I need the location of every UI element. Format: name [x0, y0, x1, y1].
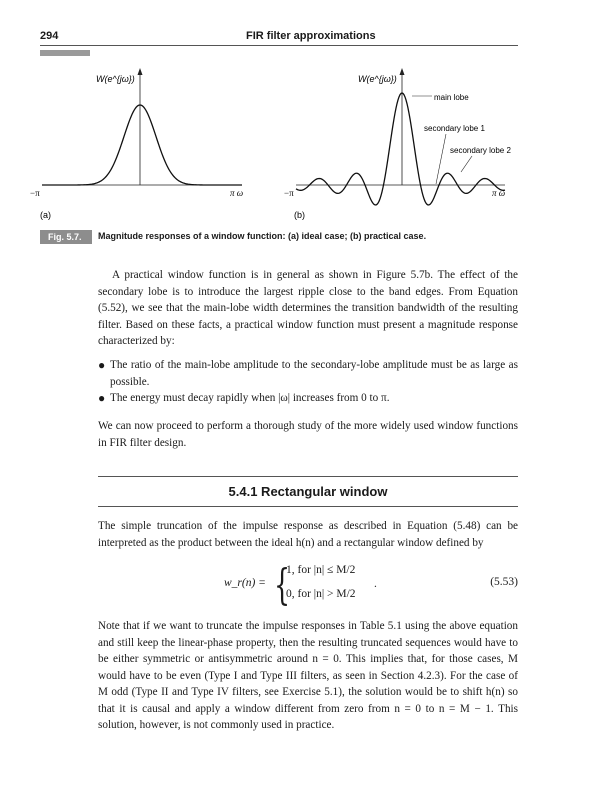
- panel-a-label: (a): [40, 210, 51, 220]
- panel-a-ylabel: W(e^{jω}): [96, 74, 135, 84]
- annotation-secondary-lobe-1: secondary lobe 1: [424, 124, 485, 133]
- bullet-text: The ratio of the main-lobe amplitude to the secondary-lobe amplitude must be as large as possible.: [110, 359, 518, 388]
- annotation-secondary-lobe-2: secondary lobe 2: [450, 146, 511, 155]
- panel-a-curve: [42, 105, 242, 185]
- bullet-list: [98, 357, 518, 407]
- panel-b-y-arrow: [400, 68, 405, 75]
- panel-b-ylabel: W(e^{jω}): [358, 74, 397, 84]
- paragraph-5: Note that if we want to truncate the impulse responses in Table 5.1 using the above equation and still keep the linear-phase property, then the resulting truncated sequences would have to be either symmetric or antisymmetric around n = 0. This implies that, for those cases, M would have to be even (Type I and Type III filters, as seen in Section 4.2.3). For the case of M odd (Type II and Type IV filters, see Exercise 5.1), the solution would be to shift h(n) so that it is causal and apply a window different from zero from n = 0 to n = M − 1. This solution, however, is not commonly used in practice.: [98, 620, 518, 731]
- leader-secondary-lobe-2: [461, 156, 472, 172]
- paragraph-4: The simple truncation of the impulse response as described in Equation (5.48) can be interpreted as the product between the ideal h(n) and a rectangular window defined by: [98, 520, 518, 549]
- panel-a-y-arrow: [138, 68, 143, 75]
- paragraph-3: We can now proceed to perform a thorough study of the more widely used window functions in FIR filter design.: [98, 420, 518, 449]
- panel-a: [30, 68, 243, 220]
- panel-b: [284, 68, 511, 220]
- equation-number: (5.53): [490, 576, 518, 588]
- equation-brace: {: [274, 560, 291, 609]
- bullet-text: The energy must decay rapidly when |ω| increases from 0 to π.: [110, 392, 390, 404]
- header-rule: [40, 45, 518, 46]
- panel-a-xleft: −π: [30, 188, 40, 198]
- leader-secondary-lobe-1: [436, 134, 446, 184]
- header-bar: [40, 50, 90, 56]
- equation-lhs: w_r(n) =: [224, 577, 266, 589]
- annotation-main-lobe: main lobe: [434, 93, 469, 102]
- panel-b-xright: π ω: [492, 188, 506, 198]
- bullet-item: [98, 390, 518, 407]
- equation-5-53: [98, 560, 518, 610]
- figure-5-7: [0, 60, 608, 225]
- section-rule-top: [98, 476, 518, 477]
- equation-case-1: 1, for |n| ≤ M/2: [286, 564, 356, 576]
- bullet-icon: ●: [98, 391, 106, 405]
- equation-period: .: [374, 578, 377, 590]
- bullet-item: [98, 357, 518, 390]
- panel-a-xright: π ω: [230, 188, 244, 198]
- section-title: 5.4.1 Rectangular window: [228, 484, 388, 499]
- paragraph-1: A practical window function is in general as shown in Figure 5.7b. The effect of the secondary lobe is to introduce the largest ripple close to the band edges. From Equation (5.52), we see that the main-lobe width determines the transition bandwidth of the resulting filter. Based on these facts, a practical window function must present a magnitude response characterized by:: [98, 269, 518, 347]
- running-title: FIR filter approximations: [246, 30, 376, 42]
- panel-b-xleft: −π: [284, 188, 294, 198]
- section-rule-bottom: [98, 506, 518, 507]
- equation-case-2: 0, for |n| > M/2: [286, 588, 356, 600]
- figure-badge: Fig. 5.7.: [40, 230, 92, 244]
- figure-caption: Magnitude responses of a window function: (a) ideal case; (b) practical case.: [98, 231, 427, 241]
- page-number: 294: [40, 30, 59, 42]
- panel-b-label: (b): [294, 210, 305, 220]
- bullet-icon: ●: [98, 358, 106, 372]
